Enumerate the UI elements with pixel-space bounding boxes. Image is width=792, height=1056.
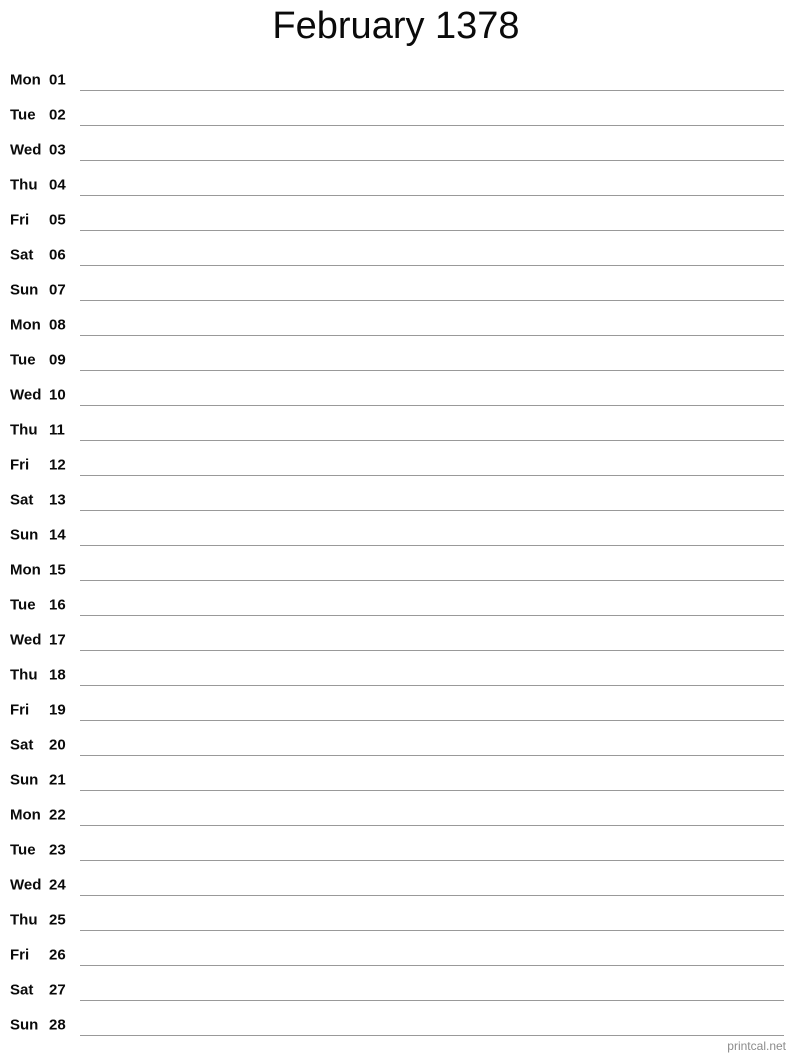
day-number: 26 [49, 946, 66, 963]
day-label: Thu [10, 421, 38, 438]
day-label: Tue [10, 351, 36, 368]
note-line [80, 615, 784, 616]
day-label: Tue [10, 106, 36, 123]
page-title: February 1378 [272, 5, 520, 47]
note-line [80, 230, 784, 231]
day-row [0, 622, 792, 657]
day-label: Sun [10, 1016, 39, 1033]
day-label: Mon [10, 806, 41, 823]
day-number: 04 [49, 176, 66, 193]
day-number: 27 [49, 981, 66, 998]
day-label: Fri [10, 456, 30, 473]
day-row [0, 342, 792, 377]
day-number: 19 [49, 701, 66, 718]
day-label: Mon [10, 71, 41, 88]
note-line [80, 720, 784, 721]
day-number: 24 [49, 876, 66, 893]
day-label: Wed [10, 386, 42, 403]
day-row [0, 832, 792, 867]
day-number: 23 [49, 841, 66, 858]
note-line [80, 300, 784, 301]
day-label: Thu [10, 666, 38, 683]
day-number: 05 [49, 211, 66, 228]
day-number: 08 [49, 316, 66, 333]
day-row [0, 972, 792, 1007]
day-label: Fri [10, 701, 30, 718]
day-number: 11 [49, 421, 65, 438]
day-rows [0, 62, 792, 1042]
day-label: Sat [10, 736, 34, 753]
day-label: Mon [10, 561, 41, 578]
note-line [80, 405, 784, 406]
day-number: 22 [49, 806, 66, 823]
note-line [80, 160, 784, 161]
day-row [0, 657, 792, 692]
day-number: 01 [49, 71, 66, 88]
day-label: Wed [10, 876, 42, 893]
note-line [80, 825, 784, 826]
day-label: Mon [10, 316, 41, 333]
day-label: Sat [10, 246, 34, 263]
note-line [80, 545, 784, 546]
note-line [80, 195, 784, 196]
note-line [80, 265, 784, 266]
day-label: Thu [10, 176, 38, 193]
note-line [80, 510, 784, 511]
note-line [80, 685, 784, 686]
day-row [0, 762, 792, 797]
day-label: Fri [10, 946, 30, 963]
day-number: 25 [49, 911, 66, 928]
note-line [80, 440, 784, 441]
day-row [0, 587, 792, 622]
day-row [0, 132, 792, 167]
day-number: 16 [49, 596, 66, 613]
day-row [0, 447, 792, 482]
footer-site-label: printcal.net [727, 1039, 786, 1053]
day-row [0, 412, 792, 447]
day-row [0, 272, 792, 307]
day-number: 20 [49, 736, 66, 753]
day-number: 10 [49, 386, 66, 403]
day-label: Sun [10, 526, 39, 543]
day-number: 13 [49, 491, 66, 508]
day-number: 28 [49, 1016, 66, 1033]
note-line [80, 860, 784, 861]
day-label: Wed [10, 141, 42, 158]
note-line [80, 335, 784, 336]
day-number: 12 [49, 456, 66, 473]
day-number: 15 [49, 561, 66, 578]
day-row [0, 517, 792, 552]
day-label: Sun [10, 771, 39, 788]
day-row [0, 692, 792, 727]
day-row [0, 62, 792, 97]
day-number: 21 [49, 771, 66, 788]
day-label: Sat [10, 491, 34, 508]
day-number: 17 [49, 631, 66, 648]
note-line [80, 1000, 784, 1001]
day-row [0, 377, 792, 412]
note-line [80, 930, 784, 931]
note-line [80, 1035, 784, 1036]
day-row [0, 97, 792, 132]
note-line [80, 580, 784, 581]
note-line [80, 895, 784, 896]
day-row [0, 937, 792, 972]
day-label: Tue [10, 596, 36, 613]
note-line [80, 790, 784, 791]
day-row [0, 1007, 792, 1042]
note-line [80, 125, 784, 126]
note-line [80, 475, 784, 476]
day-label: Fri [10, 211, 30, 228]
day-row [0, 202, 792, 237]
day-row [0, 167, 792, 202]
day-number: 02 [49, 106, 66, 123]
day-row [0, 552, 792, 587]
day-row [0, 727, 792, 762]
day-label: Wed [10, 631, 42, 648]
day-label: Tue [10, 841, 36, 858]
day-row [0, 482, 792, 517]
day-row [0, 867, 792, 902]
day-label: Sun [10, 281, 39, 298]
note-line [80, 755, 784, 756]
day-number: 03 [49, 141, 66, 158]
day-number: 18 [49, 666, 66, 683]
day-number: 07 [49, 281, 66, 298]
note-line [80, 965, 784, 966]
day-number: 09 [49, 351, 66, 368]
day-row [0, 797, 792, 832]
day-row [0, 902, 792, 937]
note-line [80, 650, 784, 651]
day-row [0, 237, 792, 272]
note-line [80, 370, 784, 371]
day-row [0, 307, 792, 342]
day-number: 06 [49, 246, 66, 263]
day-number: 14 [49, 526, 66, 543]
day-label: Sat [10, 981, 34, 998]
day-label: Thu [10, 911, 38, 928]
note-line [80, 90, 784, 91]
